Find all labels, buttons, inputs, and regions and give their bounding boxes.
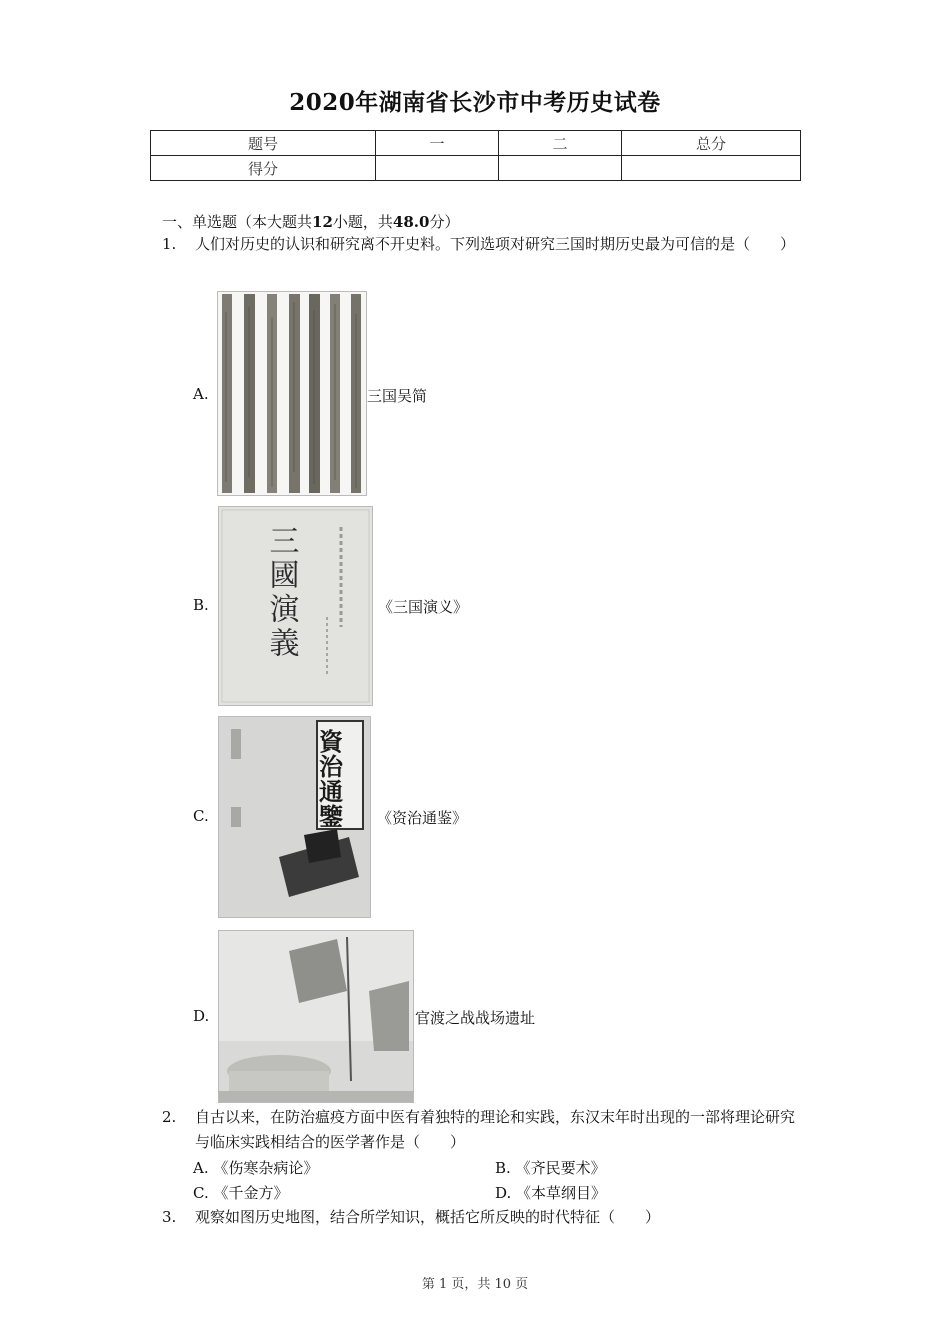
choice-text: 《千金方》: [213, 1184, 289, 1202]
question-3: [162, 1205, 812, 1230]
section-count: 12: [312, 213, 333, 231]
score-header-cell: 一: [376, 131, 499, 156]
score-cell: [376, 156, 499, 181]
section-heading: [162, 211, 459, 232]
option-b-caption: 《三国演义》: [378, 598, 469, 616]
choice-letter: B.: [495, 1159, 511, 1177]
option-a-letter: A.: [193, 385, 209, 403]
option-c-letter: C.: [193, 807, 209, 825]
score-header-cell: 总分: [622, 131, 801, 156]
score-table-header-row: [151, 131, 801, 156]
section-suffix: 分）: [429, 213, 460, 231]
choice-b: [495, 1157, 606, 1178]
question-number: 1.: [162, 235, 177, 253]
choice-a: [193, 1157, 318, 1178]
option-d-caption: 官渡之战战场遗址: [415, 1009, 536, 1027]
bamboo-slips-image: [217, 291, 367, 496]
exam-title: 2020年湖南省长沙市中考历史试卷: [289, 89, 661, 116]
question-text: 人们对历史的认识和研究离不开史料。下列选项对研究三国时期历史最为可信的是（ ）: [195, 235, 796, 253]
score-table-score-row: [151, 156, 801, 181]
section-mid: 小题，共: [332, 213, 393, 231]
score-cell: [499, 156, 622, 181]
question-text: 观察如图历史地图，结合所学知识，概括它所反映的时代特征（ ）: [195, 1208, 661, 1226]
score-cell: [622, 156, 801, 181]
choice-text: 《齐民要术》: [515, 1159, 606, 1177]
choice-text: 《本草纲目》: [516, 1184, 607, 1202]
section-prefix: 一、单选题（本大题共: [162, 213, 313, 231]
choice-c: [193, 1182, 289, 1203]
battlefield-site-photo: [218, 930, 414, 1103]
cover-title-vertical: 資治通鑒: [314, 729, 344, 829]
choice-d: [495, 1182, 606, 1203]
score-header-cell: 题号: [151, 131, 376, 156]
question-1: [162, 232, 812, 282]
option-c-caption: 《资治通鉴》: [377, 809, 468, 827]
option-a-caption: 三国吴简: [367, 387, 428, 405]
question-number: 2.: [162, 1108, 177, 1126]
question-2: [162, 1105, 812, 1155]
choice-letter: A.: [193, 1159, 209, 1177]
score-row-label: 得分: [151, 156, 376, 181]
choice-letter: C.: [193, 1184, 209, 1202]
choice-text: 《伤寒杂病论》: [213, 1159, 319, 1177]
score-table: [150, 130, 801, 181]
score-header-cell: 二: [499, 131, 622, 156]
cover-title-vertical: 三國演義: [263, 525, 299, 661]
book-cover-image: [218, 506, 373, 706]
book-cover-image: [218, 716, 371, 918]
section-score: 48.0: [392, 213, 430, 231]
option-b-letter: B.: [193, 596, 209, 614]
question-text: 自古以来，在防治瘟疫方面中医有着独特的理论和实践，东汉末年时出现的一部将理论研究与临床实践相结合的医学著作是（ ）: [195, 1108, 796, 1151]
choice-letter: D.: [495, 1184, 512, 1202]
page-footer: 第 1 页，共 10 页: [421, 1277, 529, 1292]
option-d-letter: D.: [193, 1007, 210, 1025]
question-number: 3.: [162, 1208, 177, 1226]
